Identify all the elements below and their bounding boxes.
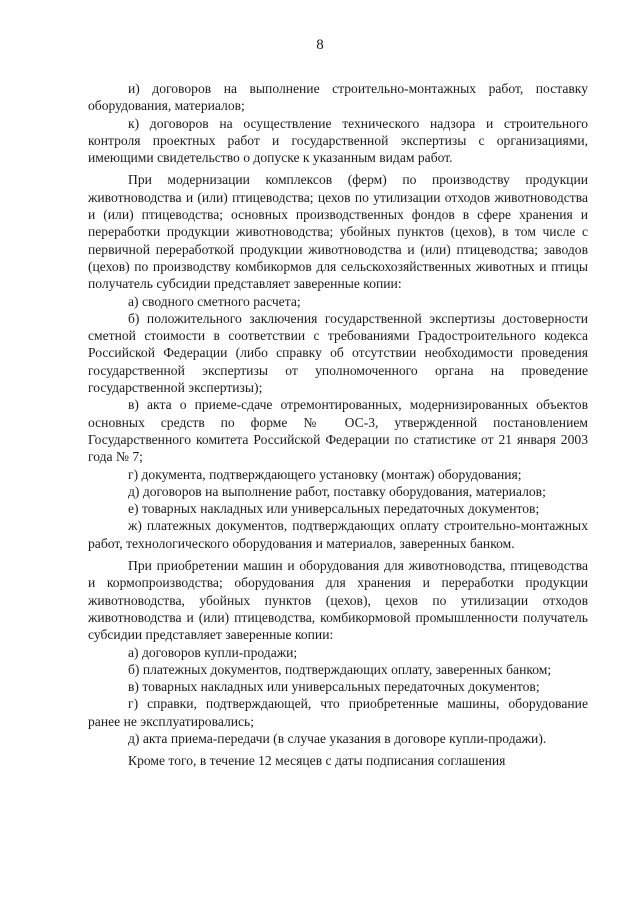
page-number: 8 [316, 37, 324, 53]
paragraph-modernization-e: е) товарных накладных или универсальных передаточных документов; [128, 501, 540, 517]
paragraph-modernization-d: д) договоров на выполнение работ, поставку оборудования, материалов; [128, 483, 546, 499]
paragraph-item-i: и) договоров на выполнение строительно-монтажных работ, поставку оборудования, материалов; [88, 81, 588, 114]
paragraph-acquisition-a: а) договоров купли-продажи; [128, 644, 298, 660]
document-body [88, 80, 588, 770]
paragraph-modernization-intro: При модернизации комплексов (ферм) по производству продукции животноводства и (или) птицеводства; цехов по утилизации отходов животноводства и (или) птицеводства; основных производственных фондов в сфере хранения и переработки продукции животноводства; убойных пунктов (цехов), в том числе с первичной переработкой продукции животноводства и (или) птицеводства; заводов (цехов) по производству комбикормов для сельскохозяйственных животных и птицы получатель субсидии представляет заверенные копии: [88, 172, 588, 292]
paragraph-modernization-v: в) акта о приеме-сдаче отремонтированных, модернизированных объектов основных средств по форме № ОС-3, утвержденной постановлением Государственного комитета Российской Федерации по статистике от 21 января 2003 года № 7; [88, 397, 588, 465]
paragraph-item-k: к) договоров на осуществление технического надзора и строительного контроля проектных работ и государственной экспертизы с организациями, имеющими свидетельство о допуске к указанным видам работ. [88, 115, 588, 166]
paragraph-acquisition-v: в) товарных накладных или универсальных передаточных документов; [128, 679, 540, 695]
paragraph-modernization-a: а) сводного сметного расчета; [128, 293, 301, 309]
paragraph-acquisition-d: д) акта приема-передачи (в случае указания в договоре купли-продажи). [128, 730, 547, 746]
paragraph-modernization-zh: ж) платежных документов, подтверждающих оплату строительно-монтажных работ, технологического оборудования и материалов, заверенных банком. [88, 518, 588, 551]
paragraph-acquisition-intro: При приобретении машин и оборудования для животноводства, птицеводства и кормопроизводства; оборудования для хранения и переработки продукции животноводства, убойных пунктов (цехов), цехов по утилизации отходов животноводства и (или) птицеводства, комбикормовой промышленности получатель субсидии представляет заверенные копии: [88, 558, 588, 643]
paragraph-acquisition-g: г) справки, подтверждающей, что приобретенные машины, оборудование ранее не эксплуатировались; [88, 696, 588, 729]
paragraph-modernization-b: б) положительного заключения государственной экспертизы достоверности сметной стоимости в соответствии с требованиями Градостроительного кодекса Российской Федерации (либо справку об отсутствии необходимости проведения государственной экспертизы от уполномоченного органа на проведение государственной экспертизы); [88, 310, 588, 396]
paragraph-modernization-g: г) документа, подтверждающего установку (монтаж) оборудования; [128, 466, 522, 482]
paragraph-acquisition-b: б) платежных документов, подтверждающих оплату, заверенных банком; [128, 661, 552, 677]
paragraph-continuation: Кроме того, в течение 12 месяцев с даты подписания соглашения [128, 753, 506, 769]
